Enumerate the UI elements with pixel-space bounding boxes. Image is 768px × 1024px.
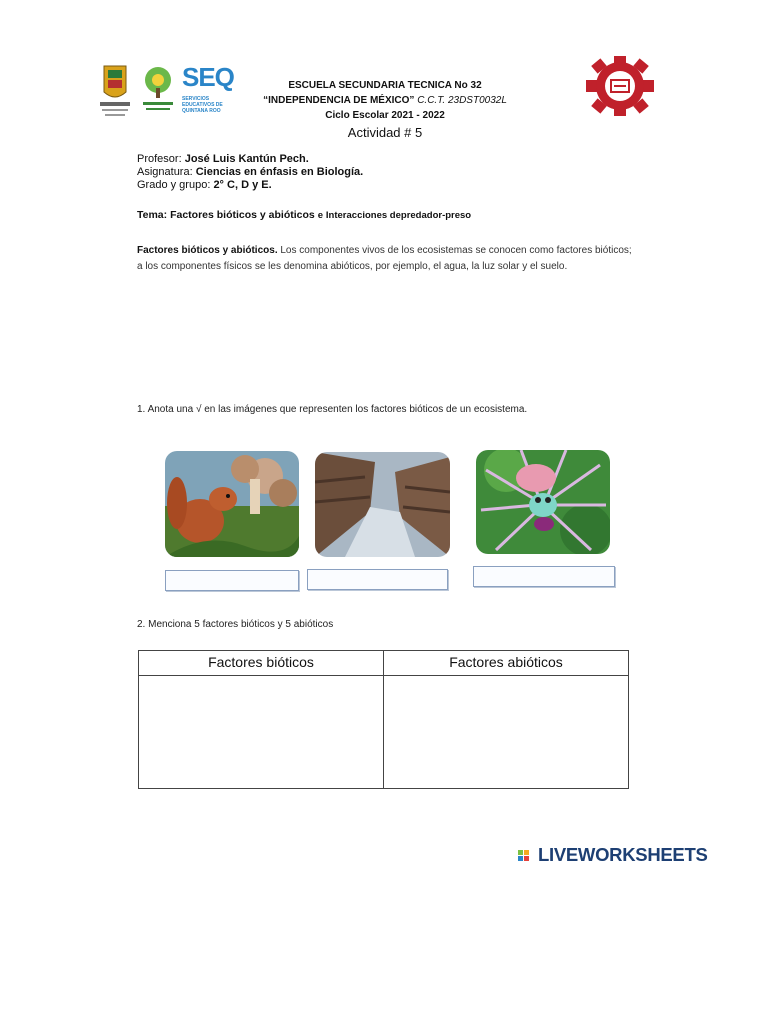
subject-label: Asignatura: — [137, 166, 193, 178]
quintana-roo-logo — [100, 62, 130, 120]
abiotic-header: Factores abióticos — [449, 654, 563, 670]
seq-logo: SEQ — [182, 62, 234, 92]
subject-name: Ciencias en énfasis en Biología. — [195, 166, 364, 178]
school-motto-line — [240, 93, 530, 108]
topic-rest: Interacciones depredador-preso — [325, 210, 472, 221]
abiotic-answer-cell[interactable] — [385, 677, 628, 787]
intro-bold: Factores bióticos y abióticos. — [137, 245, 278, 256]
mas-por-mexico-logo — [140, 64, 176, 114]
spider-image — [476, 450, 610, 554]
group-label: Grado y grupo: — [137, 179, 211, 191]
school-cycle: Ciclo Escolar 2021 - 2022 — [325, 110, 445, 121]
group-value: 2° C, D y E. — [213, 179, 272, 191]
answer-box-squirrel[interactable] — [165, 570, 299, 591]
topic-line — [137, 209, 471, 221]
question-1: 1. Anota una √ en las imágenes que representen los factores bióticos de un ecosistema. — [137, 404, 528, 415]
teacher-name: José Luis Kantún Pech. — [184, 153, 309, 165]
seq-caption: SERVICIOS EDUCATIVOS DE QUINTANA ROO — [182, 96, 223, 114]
river-canyon-image — [315, 452, 450, 557]
cct-code: C.C.T. 23DST0032L — [417, 95, 507, 106]
teacher-label: Profesor: — [137, 153, 182, 165]
table-header-rule — [139, 675, 628, 676]
teacher-line — [137, 153, 309, 165]
table-divider — [383, 651, 384, 788]
school-name: ESCUELA SECUNDARIA TECNICA No 32 — [288, 80, 482, 91]
liveworksheets-logo-icon — [518, 846, 536, 868]
answer-box-spider[interactable] — [473, 566, 615, 587]
school-motto: “INDEPENDENCIA DE MÉXICO” — [263, 95, 415, 106]
biotic-header: Factores bióticos — [208, 654, 314, 670]
intro-text: Los componentes vivos de los ecosistemas se conocen como factores bióticos; a los componentes físicos se les denomina abióticos, por ejemplo, el agua, la luz solar y el suelo. — [137, 245, 632, 272]
group-line — [137, 179, 272, 191]
subject-line — [137, 166, 363, 178]
intro-paragraph — [137, 243, 635, 275]
topic-connector: e — [317, 210, 323, 221]
biotic-answer-cell[interactable] — [140, 677, 382, 787]
answer-box-river[interactable] — [307, 569, 448, 590]
factors-table — [138, 650, 629, 789]
topic-label: Tema: Factores bióticos y abióticos — [137, 209, 315, 221]
school-gear-logo — [586, 56, 654, 116]
liveworksheets-brand: LIVEWORKSHEETS — [538, 844, 708, 865]
squirrel-image — [165, 451, 299, 557]
question-2: 2. Menciona 5 factores bióticos y 5 abióticos — [137, 619, 334, 630]
activity-title: Actividad # 5 — [347, 125, 423, 140]
school-header — [240, 78, 530, 123]
